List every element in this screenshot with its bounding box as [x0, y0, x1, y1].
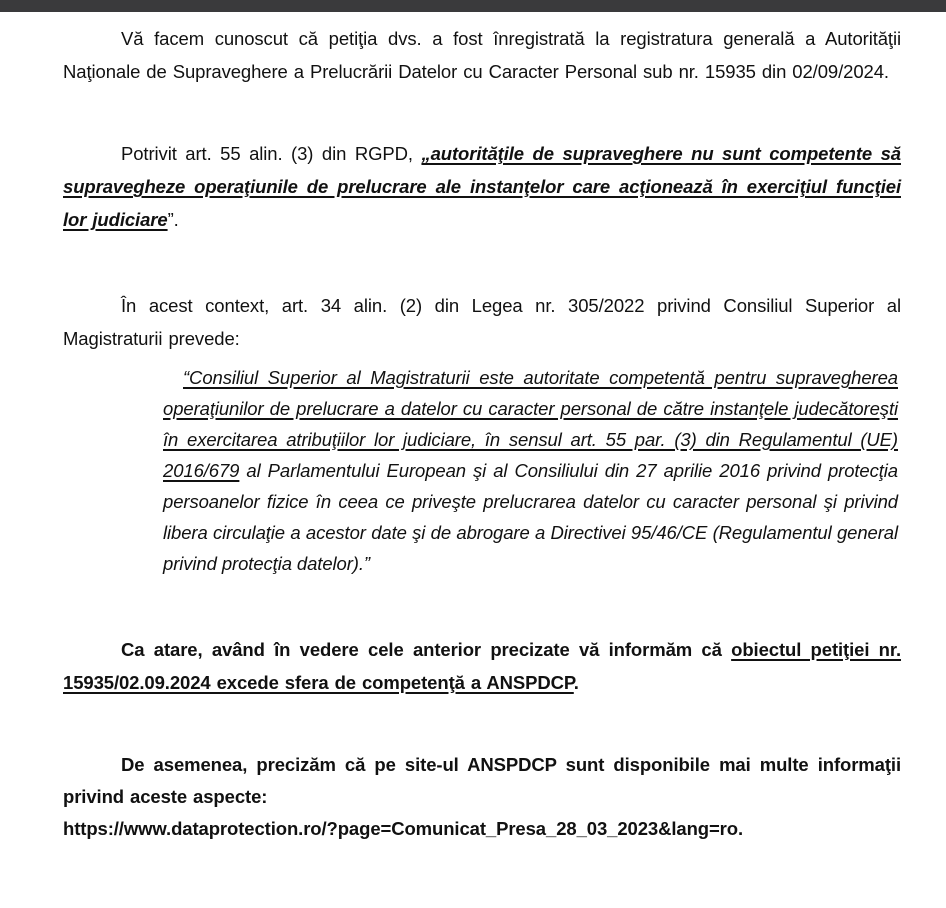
- paragraph-conclusion: [63, 633, 901, 699]
- conclusion-close-text: .: [573, 672, 579, 693]
- rgpd-lead-text: Potrivit art. 55 alin. (3) din RGPD,: [121, 143, 422, 164]
- conclusion-lead-text: Ca atare, având în vedere cele anterior precizate vă informăm că: [121, 639, 732, 660]
- rgpd-quoted-text: „autorităţile de supraveghere nu sunt competente să supravegheze operaţiunile de prelucrare ale instanţelor care acţionează în exerciţiul funcţiei lor judiciare: [63, 143, 901, 230]
- document-content: [63, 12, 901, 845]
- top-bar: [0, 0, 946, 12]
- legal-blockquote: [163, 362, 898, 579]
- rgpd-close-text: ”.: [167, 209, 179, 230]
- paragraph-registration: Vă facem cunoscut că petiţia dvs. a fost înregistrată la registratura generală a Autorităţii Naţionale de Supraveghere a Prelucrării Datelor cu Caracter Personal sub nr. 15935 din 02/09/2024.: [63, 28, 901, 82]
- paragraph-info: De asemenea, precizăm că pe site-ul ANSPDCP sunt disponibile mai multe informaţii privind aceste aspecte:: [63, 754, 901, 807]
- blockquote-rest-text: al Parlamentului European şi al Consiliului din 27 aprilie 2016 privind protecţia persoanelor fizice în ceea ce priveşte prelucrarea datelor cu caracter personal şi privind libera circulaţie a acestor date şi de abrogare a Directivei 95/46/CE (Regulamentul general privind protecţia datelor).”: [163, 460, 898, 574]
- paragraph-context: În acest context, art. 34 alin. (2) din Legea nr. 305/2022 privind Consiliul Superior al Magistraturii prevede:: [63, 295, 901, 349]
- conclusion-underlined-text: obiectul petiţiei nr. 15935/02.09.2024 excede sfera de competenţă a ANSPDCP: [63, 639, 902, 693]
- paragraph-rgpd: [63, 137, 901, 236]
- info-url: https://www.dataprotection.ro/?page=Comunicat_Presa_28_03_2023&lang=ro.: [63, 818, 744, 839]
- blockquote-underlined-text: “Consiliul Superior al Magistraturii este autoritate competentă pentru supravegherea operaţiunilor de prelucrare a datelor cu caracter personal de către instanţele judecătoreşti în exercitarea atribuţiilor lor judiciare, în sensul art. 55 par. (3) din Regulamentul (UE) 2016/679: [163, 367, 898, 481]
